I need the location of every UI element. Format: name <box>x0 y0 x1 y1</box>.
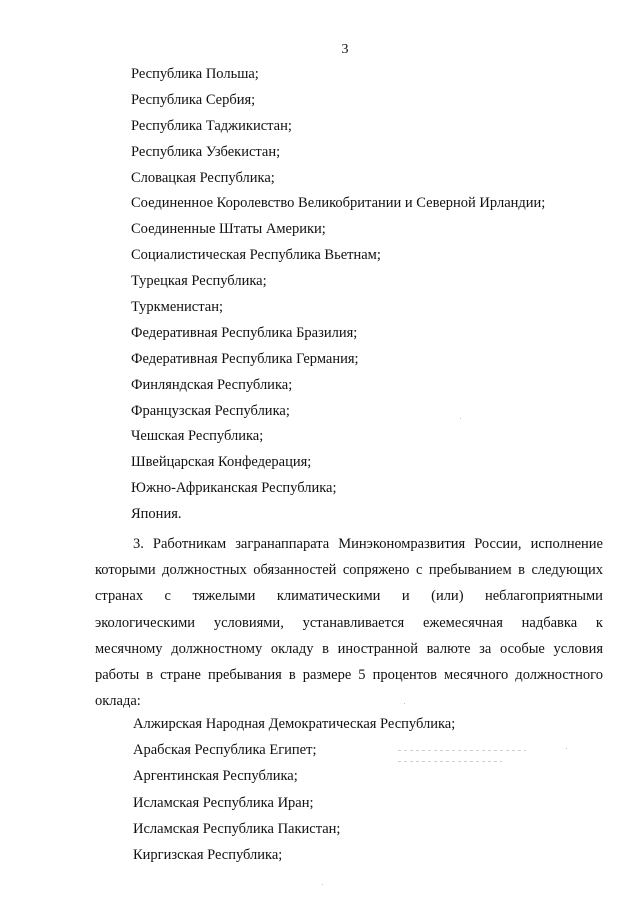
list-item: Алжирская Народная Демократическая Республика; <box>133 716 456 732</box>
list-item: Чешская Республика; <box>131 428 264 445</box>
paragraph-word: и <box>401 588 410 605</box>
paragraph-line-justified <box>95 610 603 636</box>
list-item: Аргентинская Республика; <box>133 768 298 785</box>
paragraph-word: странах <box>95 588 144 605</box>
list-item: Швейцарская Конфедерация; <box>131 454 312 471</box>
list-item: Республика Таджикистан; <box>131 117 292 134</box>
list-item: Туркменистан; <box>131 299 223 316</box>
list-item: Социалистическая Республика Вьетнам; <box>131 247 381 264</box>
list-item: Федеративная Республика Германия; <box>131 350 359 367</box>
paragraph-word: с <box>164 588 171 605</box>
list-item: Япония. <box>131 506 182 523</box>
paragraph-word: неблагоприятными <box>484 588 603 605</box>
list-item: Исламская Республика Пакистан; <box>133 820 341 837</box>
paragraph-3 <box>95 531 603 714</box>
list-item: Финляндская Республика; <box>131 376 293 393</box>
list-item: Французская Республика; <box>131 402 290 419</box>
list-item: Арабская Республика Египет; <box>133 742 317 759</box>
paragraph-word: условиями, <box>213 614 284 631</box>
paragraph-word: устанавливается <box>302 614 405 631</box>
country-list-second <box>133 711 455 868</box>
page-number: 3 <box>341 42 349 57</box>
paragraph-line: оклада: <box>95 693 141 710</box>
faint-stamp-mark <box>398 742 528 768</box>
paragraph-line: месячному должностному окладу в иностранной валюте за особые условия <box>95 640 603 657</box>
paragraph-line: 3. Работникам загранаппарата Минэкономразвития России, исполнение <box>133 536 603 552</box>
list-item: Исламская Республика Иран; <box>133 794 314 811</box>
list-item: Соединенные Штаты Америки; <box>131 221 326 238</box>
list-item: Киргизская Республика; <box>133 846 283 863</box>
scan-speck <box>322 884 323 885</box>
paragraph-word: ежемесячная <box>422 614 503 631</box>
scan-speck <box>566 748 567 749</box>
list-item: Федеративная Республика Бразилия; <box>131 324 358 341</box>
paragraph-line: которыми должностных обязанностей сопряжено с пребыванием в следующих <box>95 562 603 579</box>
list-item: Республика Польша; <box>131 66 259 82</box>
scan-speck <box>460 418 461 419</box>
scan-speck <box>404 703 405 704</box>
paragraph-line: работы в стране пребывания в размере 5 процентов месячного должностного <box>95 666 603 683</box>
list-item: Соединенное Королевство Великобритании и Северной Ирландии; <box>131 195 546 212</box>
paragraph-word: экологическими <box>95 614 196 631</box>
paragraph-word: тяжелыми <box>192 588 256 605</box>
paragraph-word: надбавка <box>521 614 578 631</box>
list-item: Республика Сербия; <box>131 91 256 108</box>
paragraph-line-justified <box>95 583 603 609</box>
list-item: Словацкая Республика; <box>131 169 275 186</box>
paragraph-word: (или) <box>431 588 464 605</box>
list-item: Турецкая Республика; <box>131 273 267 290</box>
list-item: Республика Узбекистан; <box>131 143 281 160</box>
country-list-first <box>131 62 545 528</box>
paragraph-word: к <box>595 614 603 631</box>
paragraph-word: климатическими <box>276 588 381 605</box>
list-item: Южно-Африканская Республика; <box>131 480 337 497</box>
